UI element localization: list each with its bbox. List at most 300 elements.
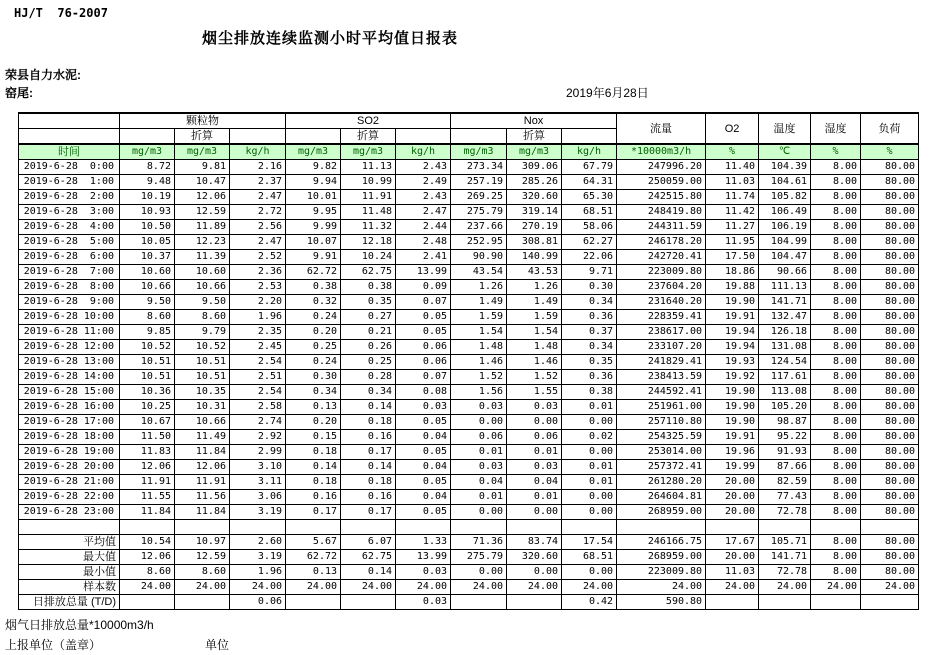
value-cell: 2.54: [230, 385, 286, 400]
row-time: 2019-6-28 17:00: [19, 415, 120, 430]
empty-cell: [811, 520, 861, 535]
value-cell: 8.00: [811, 355, 861, 370]
value-cell: 10.67: [120, 415, 175, 430]
value-cell: 275.79: [451, 205, 507, 220]
summary-value-cell: 3.19: [230, 550, 286, 565]
summary-value-cell: 20.00: [706, 550, 759, 565]
value-cell: 77.43: [759, 490, 811, 505]
value-cell: 8.00: [811, 265, 861, 280]
summary-value-cell: 5.67: [286, 535, 341, 550]
value-cell: 11.13: [341, 160, 396, 175]
row-time: 2019-6-28 2:00: [19, 190, 120, 205]
report-date: 2019年6月28日: [566, 86, 649, 100]
value-cell: 19.90: [706, 385, 759, 400]
summary-value-cell: 10.97: [175, 535, 230, 550]
summary-value-cell: [286, 595, 341, 610]
summary-value-cell: 8.60: [175, 565, 230, 580]
value-cell: 0.18: [286, 445, 341, 460]
value-cell: 8.00: [811, 490, 861, 505]
summary-value-cell: 24.00: [706, 580, 759, 595]
value-cell: 319.14: [507, 205, 562, 220]
value-cell: 10.93: [120, 205, 175, 220]
table-row: [19, 295, 919, 310]
value-cell: 2.36: [230, 265, 286, 280]
summary-value-cell: 8.00: [811, 535, 861, 550]
value-cell: 3.11: [230, 475, 286, 490]
value-cell: 1.96: [230, 310, 286, 325]
time-header: 时间: [19, 144, 120, 160]
value-cell: 9.94: [286, 175, 341, 190]
value-cell: 0.08: [396, 385, 451, 400]
doc-standard-code: HJ/T 76-2007: [14, 6, 108, 20]
summary-rows: [19, 520, 919, 610]
value-cell: 2.92: [230, 430, 286, 445]
value-cell: 10.07: [286, 235, 341, 250]
value-cell: 11.91: [341, 190, 396, 205]
value-cell: 80.00: [861, 280, 919, 295]
value-cell: 68.51: [562, 205, 617, 220]
summary-row: [19, 595, 919, 610]
value-cell: 62.27: [562, 235, 617, 250]
value-cell: 233107.20: [617, 340, 706, 355]
value-cell: 8.00: [811, 385, 861, 400]
value-cell: 0.02: [562, 430, 617, 445]
value-cell: 2.51: [230, 370, 286, 385]
summary-value-cell: 268959.00: [617, 550, 706, 565]
row-time: 2019-6-28 22:00: [19, 490, 120, 505]
value-cell: 20.00: [706, 505, 759, 520]
value-cell: 2.52: [230, 250, 286, 265]
value-cell: 0.30: [286, 370, 341, 385]
summary-value-cell: [759, 595, 811, 610]
summary-value-cell: 320.60: [507, 550, 562, 565]
table-row: [19, 190, 919, 205]
value-cell: 10.99: [341, 175, 396, 190]
value-cell: 106.19: [759, 220, 811, 235]
value-cell: 0.20: [286, 325, 341, 340]
unit-cell: mg/m3: [175, 144, 230, 160]
value-cell: 1.48: [507, 340, 562, 355]
value-cell: 0.05: [396, 310, 451, 325]
empty-cell: [120, 520, 175, 535]
value-cell: 117.61: [759, 370, 811, 385]
empty-cell: [759, 520, 811, 535]
empty-cell: [451, 520, 507, 535]
header-rows: [19, 113, 919, 160]
value-cell: 19.90: [706, 415, 759, 430]
table-row: [19, 265, 919, 280]
value-cell: 10.60: [175, 265, 230, 280]
value-cell: 43.54: [451, 265, 507, 280]
value-cell: 11.84: [175, 445, 230, 460]
summary-value-cell: [175, 595, 230, 610]
value-cell: 80.00: [861, 160, 919, 175]
value-cell: 8.00: [811, 415, 861, 430]
summary-value-cell: 1.33: [396, 535, 451, 550]
row-time: 2019-6-28 1:00: [19, 175, 120, 190]
unit-cell: mg/m3: [507, 144, 562, 160]
value-cell: 80.00: [861, 490, 919, 505]
empty-cell: [286, 520, 341, 535]
summary-value-cell: 62.72: [286, 550, 341, 565]
summary-value-cell: 0.00: [451, 565, 507, 580]
value-cell: 62.72: [286, 265, 341, 280]
table-row: [19, 490, 919, 505]
value-cell: 11.84: [120, 505, 175, 520]
value-cell: 320.60: [507, 190, 562, 205]
row-time: 2019-6-28 9:00: [19, 295, 120, 310]
value-cell: 9.71: [562, 265, 617, 280]
value-cell: 10.60: [120, 265, 175, 280]
row-time: 2019-6-28 19:00: [19, 445, 120, 460]
unit-cell: mg/m3: [341, 144, 396, 160]
value-cell: 11.89: [175, 220, 230, 235]
value-cell: 8.00: [811, 325, 861, 340]
value-cell: 80.00: [861, 340, 919, 355]
value-cell: 1.26: [507, 280, 562, 295]
summary-value-cell: 141.71: [759, 550, 811, 565]
value-cell: 106.49: [759, 205, 811, 220]
summary-value-cell: 24.00: [451, 580, 507, 595]
value-cell: 1.59: [451, 310, 507, 325]
value-cell: 90.66: [759, 265, 811, 280]
row-time: 2019-6-28 16:00: [19, 400, 120, 415]
row-time: 2019-6-28 21:00: [19, 475, 120, 490]
value-cell: 0.01: [451, 445, 507, 460]
table-row: [19, 430, 919, 445]
value-cell: 11.32: [341, 220, 396, 235]
value-cell: 19.99: [706, 460, 759, 475]
summary-value-cell: 0.03: [396, 595, 451, 610]
table-row: [19, 415, 919, 430]
value-cell: 11.39: [175, 250, 230, 265]
table-row: [19, 385, 919, 400]
value-cell: 0.00: [562, 505, 617, 520]
row-time: 2019-6-28 23:00: [19, 505, 120, 520]
summary-label-text: 日排放总量 (T/D): [32, 596, 116, 608]
value-cell: 1.49: [451, 295, 507, 310]
company-name: 荣县自力水泥:: [5, 68, 81, 82]
value-cell: 19.92: [706, 370, 759, 385]
value-cell: 2.41: [396, 250, 451, 265]
table-row: [19, 400, 919, 415]
value-cell: 285.26: [507, 175, 562, 190]
summary-value-cell: 8.00: [811, 550, 861, 565]
value-cell: 0.24: [286, 310, 341, 325]
value-cell: 9.95: [286, 205, 341, 220]
value-cell: 19.91: [706, 430, 759, 445]
unit-cell: kg/h: [396, 144, 451, 160]
value-cell: 237604.20: [617, 280, 706, 295]
summary-value-cell: [507, 595, 562, 610]
value-cell: 223009.80: [617, 265, 706, 280]
value-cell: 1.56: [451, 385, 507, 400]
summary-value-cell: [861, 595, 919, 610]
value-cell: 8.00: [811, 505, 861, 520]
table-row: [19, 160, 919, 175]
summary-value-cell: 80.00: [861, 535, 919, 550]
group-pm: 颗粒物: [120, 113, 286, 129]
value-cell: 268959.00: [617, 505, 706, 520]
value-cell: 0.05: [396, 475, 451, 490]
value-cell: 0.14: [341, 460, 396, 475]
value-cell: 0.01: [507, 445, 562, 460]
value-cell: 0.25: [286, 340, 341, 355]
value-cell: 2.47: [230, 190, 286, 205]
value-cell: 19.90: [706, 400, 759, 415]
value-cell: 11.83: [120, 445, 175, 460]
col-load: 负荷: [861, 113, 919, 144]
value-cell: 0.21: [341, 325, 396, 340]
value-cell: 80.00: [861, 385, 919, 400]
value-cell: 248419.80: [617, 205, 706, 220]
value-cell: 0.26: [341, 340, 396, 355]
summary-value-cell: 246166.75: [617, 535, 706, 550]
value-cell: 2.43: [396, 160, 451, 175]
value-cell: 8.00: [811, 160, 861, 175]
row-time: 2019-6-28 20:00: [19, 460, 120, 475]
value-cell: 12.06: [175, 460, 230, 475]
unit-cell: *10000m3/h: [617, 144, 706, 160]
value-cell: 17.50: [706, 250, 759, 265]
table-row: [19, 445, 919, 460]
value-cell: 8.00: [811, 220, 861, 235]
value-cell: 10.51: [175, 355, 230, 370]
value-cell: 104.61: [759, 175, 811, 190]
value-cell: 269.25: [451, 190, 507, 205]
summary-label: [19, 550, 120, 565]
unit-cell: mg/m3: [451, 144, 507, 160]
value-cell: 0.05: [396, 445, 451, 460]
summary-value-cell: [706, 595, 759, 610]
value-cell: 10.35: [175, 385, 230, 400]
flow-total-note: 烟气日排放总量*10000m3/h: [5, 618, 154, 632]
unit-cell: ℃: [759, 144, 811, 160]
summary-value-cell: 10.54: [120, 535, 175, 550]
empty-cell: [562, 520, 617, 535]
value-cell: 98.87: [759, 415, 811, 430]
summary-value-cell: 0.00: [507, 565, 562, 580]
value-cell: 80.00: [861, 310, 919, 325]
value-cell: 0.17: [341, 445, 396, 460]
value-cell: 8.00: [811, 235, 861, 250]
summary-value-cell: 80.00: [861, 565, 919, 580]
row-time: 2019-6-28 4:00: [19, 220, 120, 235]
value-cell: 13.99: [396, 265, 451, 280]
row-time: 2019-6-28 14:00: [19, 370, 120, 385]
table-row: [19, 235, 919, 250]
value-cell: 1.59: [507, 310, 562, 325]
value-cell: 0.15: [286, 430, 341, 445]
empty-cell: [230, 520, 286, 535]
value-cell: 0.20: [286, 415, 341, 430]
value-cell: 3.19: [230, 505, 286, 520]
value-cell: 90.90: [451, 250, 507, 265]
value-cell: 8.00: [811, 175, 861, 190]
value-cell: 257.19: [451, 175, 507, 190]
value-cell: 20.00: [706, 475, 759, 490]
empty-cell: [286, 129, 341, 145]
value-cell: 0.00: [451, 415, 507, 430]
value-cell: 2.47: [230, 235, 286, 250]
value-cell: 1.55: [507, 385, 562, 400]
empty-cell: [341, 520, 396, 535]
summary-value-cell: 6.07: [341, 535, 396, 550]
summary-value-cell: 2.60: [230, 535, 286, 550]
value-cell: 105.20: [759, 400, 811, 415]
col-temperature: 温度: [759, 113, 811, 144]
summary-label-text: 最大值: [83, 551, 116, 563]
summary-value-cell: 24.00: [811, 580, 861, 595]
value-cell: 0.16: [341, 430, 396, 445]
value-cell: 12.23: [175, 235, 230, 250]
value-cell: 0.36: [562, 370, 617, 385]
summary-value-cell: [811, 595, 861, 610]
value-cell: 0.13: [286, 400, 341, 415]
value-cell: 2.54: [230, 355, 286, 370]
value-cell: 80.00: [861, 205, 919, 220]
value-cell: 0.04: [507, 475, 562, 490]
value-cell: 8.00: [811, 295, 861, 310]
value-cell: 80.00: [861, 325, 919, 340]
value-cell: 264604.81: [617, 490, 706, 505]
summary-value-cell: 24.00: [341, 580, 396, 595]
value-cell: 261280.20: [617, 475, 706, 490]
value-cell: 0.04: [396, 490, 451, 505]
value-cell: 11.55: [120, 490, 175, 505]
value-cell: 10.52: [120, 340, 175, 355]
header-row-groups: [19, 113, 919, 129]
summary-value-cell: 11.03: [706, 565, 759, 580]
value-cell: 238617.00: [617, 325, 706, 340]
table-row: [19, 310, 919, 325]
value-cell: 43.53: [507, 265, 562, 280]
value-cell: 257372.41: [617, 460, 706, 475]
value-cell: 11.48: [341, 205, 396, 220]
summary-row: [19, 550, 919, 565]
table-row: [19, 175, 919, 190]
summary-value-cell: 275.79: [451, 550, 507, 565]
row-time: 2019-6-28 5:00: [19, 235, 120, 250]
value-cell: 0.04: [396, 430, 451, 445]
summary-value-cell: [341, 595, 396, 610]
summary-value-cell: 24.00: [507, 580, 562, 595]
summary-value-cell: 24.00: [230, 580, 286, 595]
value-cell: 0.16: [286, 490, 341, 505]
value-cell: 9.82: [286, 160, 341, 175]
summary-value-cell: 0.00: [562, 565, 617, 580]
summary-value-cell: 8.00: [811, 565, 861, 580]
summary-value-cell: 0.42: [562, 595, 617, 610]
value-cell: 8.00: [811, 430, 861, 445]
row-time: 2019-6-28 18:00: [19, 430, 120, 445]
value-cell: 2.20: [230, 295, 286, 310]
unit-cell: mg/m3: [286, 144, 341, 160]
value-cell: 0.16: [341, 490, 396, 505]
summary-value-cell: 24.00: [175, 580, 230, 595]
value-cell: 9.85: [120, 325, 175, 340]
summary-value-cell: 83.74: [507, 535, 562, 550]
value-cell: 9.48: [120, 175, 175, 190]
table-row: [19, 325, 919, 340]
value-cell: 82.59: [759, 475, 811, 490]
value-cell: 10.50: [120, 220, 175, 235]
value-cell: 8.00: [811, 205, 861, 220]
value-cell: 2.16: [230, 160, 286, 175]
value-cell: 231640.20: [617, 295, 706, 310]
value-cell: 0.03: [507, 400, 562, 415]
value-cell: 11.91: [175, 475, 230, 490]
row-time: 2019-6-28 6:00: [19, 250, 120, 265]
value-cell: 72.78: [759, 505, 811, 520]
value-cell: 132.47: [759, 310, 811, 325]
empty-cell: [861, 520, 919, 535]
unit-cell: kg/h: [562, 144, 617, 160]
value-cell: 0.03: [507, 460, 562, 475]
value-cell: 18.86: [706, 265, 759, 280]
value-cell: 104.99: [759, 235, 811, 250]
value-cell: 11.74: [706, 190, 759, 205]
value-cell: 0.03: [396, 400, 451, 415]
value-cell: 9.50: [120, 295, 175, 310]
value-cell: 228359.41: [617, 310, 706, 325]
value-cell: 8.00: [811, 370, 861, 385]
summary-value-cell: 24.00: [617, 580, 706, 595]
empty-cell: [451, 129, 507, 145]
value-cell: 11.50: [120, 430, 175, 445]
unit-cell: kg/h: [230, 144, 286, 160]
value-cell: 10.01: [286, 190, 341, 205]
value-cell: 141.71: [759, 295, 811, 310]
corner-cell: [19, 129, 120, 145]
table-row: [19, 340, 919, 355]
value-cell: 0.27: [341, 310, 396, 325]
value-cell: 8.00: [811, 280, 861, 295]
value-cell: 10.31: [175, 400, 230, 415]
value-cell: 0.00: [507, 415, 562, 430]
value-cell: 0.18: [286, 475, 341, 490]
table-row: [19, 505, 919, 520]
page-title: 烟尘排放连续监测小时平均值日报表: [201, 30, 459, 47]
value-cell: 8.00: [811, 475, 861, 490]
value-cell: 0.06: [396, 355, 451, 370]
value-cell: 238413.59: [617, 370, 706, 385]
value-cell: 8.60: [120, 310, 175, 325]
value-cell: 241829.41: [617, 355, 706, 370]
value-cell: 0.34: [562, 340, 617, 355]
value-cell: 1.26: [451, 280, 507, 295]
value-cell: 10.66: [175, 415, 230, 430]
value-cell: 0.04: [396, 460, 451, 475]
value-cell: 0.00: [562, 490, 617, 505]
value-cell: 12.06: [175, 190, 230, 205]
unit-cell: %: [706, 144, 759, 160]
value-cell: 8.00: [811, 250, 861, 265]
station-name: 窑尾:: [5, 86, 33, 100]
value-cell: 0.01: [451, 490, 507, 505]
value-cell: 65.30: [562, 190, 617, 205]
value-cell: 0.04: [451, 475, 507, 490]
value-cell: 12.59: [175, 205, 230, 220]
value-cell: 80.00: [861, 415, 919, 430]
summary-value-cell: 24.00: [396, 580, 451, 595]
row-time: 2019-6-28 0:00: [19, 160, 120, 175]
group-nox: Nox: [451, 113, 617, 129]
value-cell: 8.00: [811, 190, 861, 205]
value-cell: 0.06: [451, 430, 507, 445]
value-cell: 0.30: [562, 280, 617, 295]
value-cell: 0.05: [396, 325, 451, 340]
